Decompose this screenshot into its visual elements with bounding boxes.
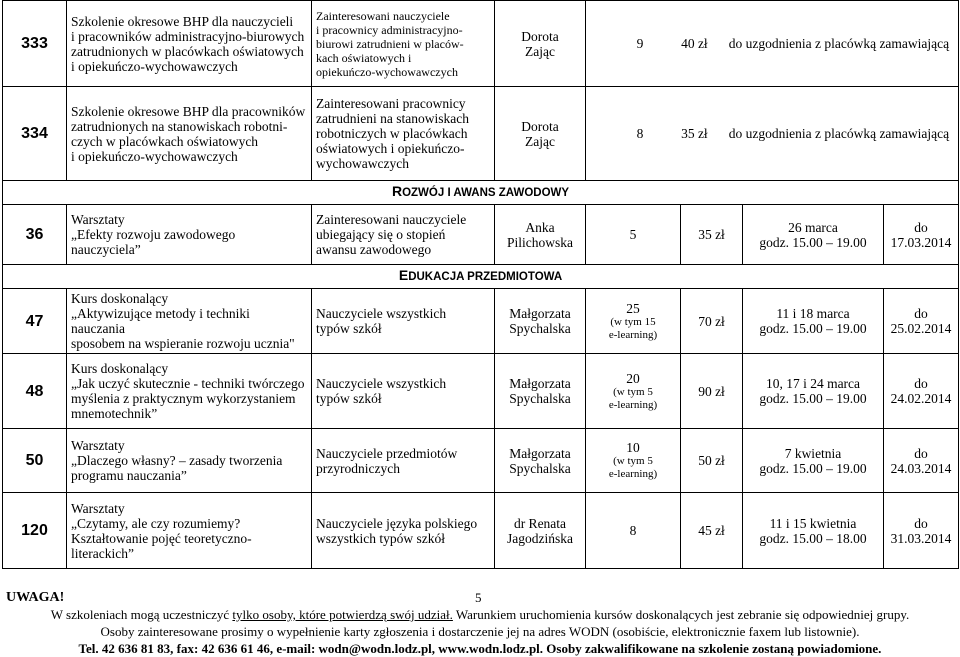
course-audience: Zainteresowani nauczyciele i pracownicy administracyjno- biurowi zatrudnieni w placów- kach oświatowych i opiekuńczo-wychowawczych: [312, 1, 495, 87]
course-hours: 8: [636, 126, 644, 141]
table-row: [3, 429, 959, 493]
course-hours: 9: [636, 36, 644, 51]
course-title: Szkolenie okresowe BHP dla pracowników zatrudnionych na stanowiskach robotni- czych w placówkach oświatowych i opiekuńczo-wychowawczych: [67, 87, 312, 181]
course-details: [586, 87, 959, 181]
course-title: Warsztaty „Efekty rozwoju zawodowego nauczyciela”: [67, 205, 312, 265]
table-row: [3, 493, 959, 569]
course-leader: Małgorzata Spychalska: [495, 429, 586, 493]
course-number: 36: [3, 205, 67, 265]
course-details: [586, 1, 959, 87]
table-row: [3, 1, 959, 87]
course-title: Warsztaty „Czytamy, ale czy rozumiemy? Kształtowanie pojęć teoretyczno- literackich”: [67, 493, 312, 569]
course-number: 120: [3, 493, 67, 569]
course-number: 333: [3, 1, 67, 87]
course-title: Szkolenie okresowe BHP dla nauczycieli i pracowników administracyjno-biurowych zatrudnionych w placówkach oświatowych i opiekuńczo-wychowawczych: [67, 1, 312, 87]
page-number: 5: [475, 590, 482, 605]
course-price: 35 zł: [681, 205, 743, 265]
course-leader: Dorota Zając: [495, 87, 586, 181]
course-table: [2, 0, 959, 569]
course-price: 50 zł: [681, 429, 743, 493]
course-date: 26 marca godz. 15.00 – 19.00: [743, 205, 884, 265]
course-date: do uzgodnienia z placówką zamawiającą: [728, 126, 950, 141]
course-date: do uzgodnienia z placówką zamawiającą: [728, 36, 950, 51]
course-hours: 8: [586, 493, 681, 569]
course-number: 50: [3, 429, 67, 493]
course-date: 7 kwietnia godz. 15.00 – 19.00: [743, 429, 884, 493]
course-price: 90 zł: [681, 354, 743, 429]
course-number: 334: [3, 87, 67, 181]
course-deadline: do 24.03.2014: [884, 429, 959, 493]
course-leader: Dorota Zając: [495, 1, 586, 87]
underlined-condition: tylko osoby, które potwierdzą swój udział.: [232, 607, 453, 622]
course-price: 70 zł: [681, 289, 743, 354]
course-audience: Zainteresowani pracownicy zatrudnieni na stanowiskach robotniczych w placówkach oświatowych i opiekuńczo- wychowawczych: [312, 87, 495, 181]
notice-heading: UWAGA!: [6, 590, 65, 605]
table-row: [3, 289, 959, 354]
course-audience: Nauczyciele wszystkich typów szkół: [312, 289, 495, 354]
course-hours: 20 (w tym 5 e-learning): [586, 354, 681, 429]
course-title: Warsztaty „Dlaczego własny? – zasady tworzenia programu nauczania”: [67, 429, 312, 493]
course-hours: 5: [586, 205, 681, 265]
course-number: 47: [3, 289, 67, 354]
course-date: 11 i 15 kwietnia godz. 15.00 – 18.00: [743, 493, 884, 569]
course-hours: 10 (w tym 5 e-learning): [586, 429, 681, 493]
course-leader: dr Renata Jagodzińska: [495, 493, 586, 569]
course-audience: Nauczyciele wszystkich typów szkół: [312, 354, 495, 429]
course-audience: Nauczyciele przedmiotów przyrodniczych: [312, 429, 495, 493]
course-price: 45 zł: [681, 493, 743, 569]
course-deadline: do 31.03.2014: [884, 493, 959, 569]
footer-contact: Tel. 42 636 81 83, fax: 42 636 61 46, e-mail: wodn@wodn.lodz.pl, www.wodn.lodz.pl. Osoby zakwalifikowane na szkolenie zostaną powiadomione.: [78, 641, 882, 656]
course-number: 48: [3, 354, 67, 429]
table-row: [3, 354, 959, 429]
course-deadline: do 24.02.2014: [884, 354, 959, 429]
course-leader: Małgorzata Spychalska: [495, 354, 586, 429]
course-title: Kurs doskonalący „Aktywizujące metody i techniki nauczania sposobem na wspieranie rozwoju ucznia": [67, 289, 312, 354]
footer-line-1: W szkoleniach mogą uczestniczyć tylko osoby, które potwierdzą swój udział. Warunkiem uruchomienia kursów doskonalących jest zebranie się odpowiedniej grupy.: [50, 607, 910, 622]
course-title: Kurs doskonalący „Jak uczyć skutecznie - techniki twórczego myślenia z praktycznym wykorzystaniem mnemotechnik”: [67, 354, 312, 429]
course-hours: 25 (w tym 15 e-learning): [586, 289, 681, 354]
footer-line-2: Osoby zainteresowane prosimy o wypełnienie karty zgłoszenia i dostarczenie jej na adres WODN (osobiście, elektronicznie faxem lub listownie).: [100, 624, 860, 639]
course-audience: Nauczyciele języka polskiego wszystkich typów szkół: [312, 493, 495, 569]
table-row: [3, 87, 959, 181]
course-deadline: do 25.02.2014: [884, 289, 959, 354]
course-leader: Małgorzata Spychalska: [495, 289, 586, 354]
course-deadline: do 17.03.2014: [884, 205, 959, 265]
course-date: 10, 17 i 24 marca godz. 15.00 – 19.00: [743, 354, 884, 429]
course-price: 40 zł: [681, 36, 708, 51]
course-price: 35 zł: [681, 126, 708, 141]
course-date: 11 i 18 marca godz. 15.00 – 19.00: [743, 289, 884, 354]
table-row: [3, 205, 959, 265]
section-header: ROZWÓJ I AWANS ZAWODOWY: [3, 181, 959, 205]
course-audience: Zainteresowani nauczyciele ubiegający się o stopień awansu zawodowego: [312, 205, 495, 265]
section-header: EDUKACJA PRZEDMIOTOWA: [3, 265, 959, 289]
course-leader: Anka Pilichowska: [495, 205, 586, 265]
